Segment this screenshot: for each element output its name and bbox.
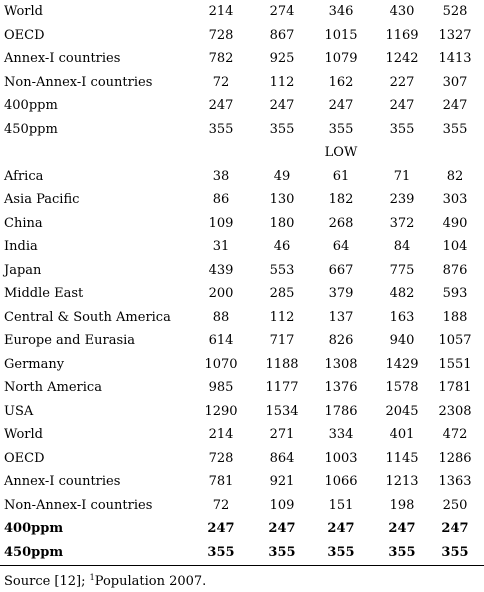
table-row	[0, 423, 484, 447]
cell: 1363	[438, 474, 472, 489]
row-label: Non-Annex-I countries	[4, 74, 153, 90]
cell: 303	[442, 192, 468, 207]
cell: 64	[332, 239, 350, 254]
cell: 614	[208, 333, 234, 348]
cell: 985	[208, 380, 234, 395]
cell: 2045	[385, 403, 419, 419]
row-label: USA	[4, 403, 34, 419]
cell: 247	[389, 98, 415, 113]
cell: 49	[273, 168, 291, 184]
cell: 728	[208, 450, 234, 466]
row-label: OECD	[4, 27, 45, 43]
table-row	[0, 353, 484, 377]
cell: 247	[269, 98, 295, 113]
cell: 1290	[204, 403, 238, 419]
cell: 1070	[204, 356, 238, 372]
cell: 182	[328, 192, 354, 207]
cell: 130	[269, 192, 295, 207]
table-row	[0, 282, 484, 306]
row-label: North America	[4, 380, 102, 395]
cell: 401	[389, 427, 415, 442]
cell: 247	[327, 521, 355, 536]
cell: 112	[269, 74, 295, 90]
cell: 307	[442, 74, 468, 90]
cell: 214	[208, 427, 234, 442]
cell: 355	[442, 121, 468, 137]
cell: 355	[441, 544, 469, 560]
cell: 198	[389, 497, 415, 513]
cell: 553	[269, 262, 295, 278]
row-label: Africa	[4, 168, 44, 184]
cell: 728	[208, 27, 234, 43]
cell: 472	[442, 427, 468, 442]
cell: 247	[388, 521, 416, 536]
cell: 1169	[385, 27, 419, 43]
table-row	[0, 259, 484, 283]
cell: 717	[269, 333, 295, 348]
cell: 826	[328, 333, 354, 348]
row-label: 450ppm	[4, 544, 64, 560]
source-suffix: Population 2007.	[94, 574, 207, 589]
cell: 355	[268, 544, 296, 560]
cell: 1188	[265, 356, 299, 372]
cell: 334	[328, 427, 354, 442]
cell: 1177	[265, 380, 299, 395]
cell: 247	[328, 98, 354, 113]
footnote-marker: 1	[89, 573, 95, 582]
table-row	[0, 235, 484, 259]
cell: 1413	[438, 51, 472, 66]
row-label: India	[4, 239, 38, 254]
row-label: Japan	[4, 262, 42, 278]
row-label: 400ppm	[4, 521, 64, 536]
cell: 88	[212, 309, 230, 325]
cell: 61	[332, 168, 350, 184]
row-label: Europe and Eurasia	[4, 333, 136, 348]
row-label: World	[4, 4, 43, 19]
cell: 188	[442, 309, 468, 325]
cell: 867	[269, 27, 295, 43]
row-label: Germany	[4, 356, 65, 372]
table-row	[0, 306, 484, 330]
cell: 355	[207, 544, 235, 560]
cell: 112	[269, 309, 295, 325]
cell: 1308	[324, 356, 358, 372]
cell: 864	[269, 450, 295, 466]
cell: 1781	[438, 380, 472, 395]
cell: 430	[389, 4, 415, 19]
cell: 163	[389, 309, 415, 325]
cell: 925	[269, 51, 295, 66]
cell: 250	[442, 497, 468, 513]
cell: 1429	[385, 356, 419, 372]
row-label: OECD	[4, 450, 45, 466]
cell: 180	[269, 215, 295, 231]
cell: 940	[389, 333, 415, 348]
cell: 137	[328, 309, 354, 325]
cell: 109	[269, 497, 295, 513]
cell: 84	[393, 239, 411, 254]
cell: 593	[442, 286, 468, 301]
cell: 876	[442, 262, 468, 278]
cell: 1534	[265, 403, 299, 419]
cell: 355	[269, 121, 295, 137]
table-row	[0, 24, 484, 48]
table-row	[0, 447, 484, 471]
section-header-low: LOW	[324, 145, 358, 160]
row-label: Non-Annex-I countries	[4, 497, 153, 513]
row-label: China	[4, 215, 43, 231]
cell: 355	[327, 544, 355, 560]
table-row	[0, 494, 484, 518]
cell: 1786	[324, 403, 358, 419]
cell: 355	[208, 121, 234, 137]
cell: 355	[388, 544, 416, 560]
table-row	[0, 118, 484, 142]
cell: 1066	[324, 474, 358, 489]
table-row	[0, 517, 484, 541]
cell: 247	[442, 98, 468, 113]
cell: 82	[446, 168, 464, 184]
cell: 379	[328, 286, 354, 301]
cell: 781	[208, 474, 234, 489]
cell: 1242	[385, 51, 419, 66]
cell: 247	[207, 521, 235, 536]
table-row	[0, 470, 484, 494]
cell: 162	[328, 74, 354, 90]
cell: 72	[212, 497, 230, 513]
cell: 667	[328, 262, 354, 278]
cell: 782	[208, 51, 234, 66]
cell: 104	[442, 239, 468, 254]
cell: 227	[389, 74, 415, 90]
cell: 775	[389, 262, 415, 278]
cell: 1286	[438, 450, 472, 466]
row-label: Asia Pacific	[4, 192, 80, 207]
row-label: Annex-I countries	[4, 474, 121, 489]
table-row	[0, 165, 484, 189]
cell: 1578	[385, 380, 419, 395]
source-prefix: Source [12];	[4, 574, 90, 589]
cell: 268	[328, 215, 354, 231]
cell: 528	[442, 4, 468, 19]
row-label: Annex-I countries	[4, 51, 121, 66]
cell: 285	[269, 286, 295, 301]
cell: 1551	[438, 356, 472, 372]
table-row	[0, 400, 484, 424]
row-label: Central & South America	[4, 309, 171, 325]
cell: 921	[269, 474, 295, 489]
cell: 271	[269, 427, 295, 442]
table-row	[0, 329, 484, 353]
cell: 31	[212, 239, 230, 254]
cell: 247	[441, 521, 469, 536]
table-source-note	[4, 568, 206, 592]
cell: 86	[212, 192, 230, 207]
cell: 346	[328, 4, 354, 19]
cell: 439	[208, 262, 234, 278]
table-row	[0, 47, 484, 71]
cell: 490	[442, 215, 468, 231]
cell: 1376	[324, 380, 358, 395]
cell: 38	[212, 168, 230, 184]
cell: 247	[208, 98, 234, 113]
cell: 2308	[438, 403, 472, 419]
cell: 214	[208, 4, 234, 19]
table-bottom-rule	[0, 565, 484, 566]
cell: 372	[389, 215, 415, 231]
table-row	[0, 94, 484, 118]
table-row	[0, 0, 484, 24]
cell: 109	[208, 215, 234, 231]
table-row	[0, 376, 484, 400]
cell: 72	[212, 74, 230, 90]
table-row	[0, 541, 484, 565]
cell: 1213	[385, 474, 419, 489]
row-label: 450ppm	[4, 121, 58, 137]
cell: 482	[389, 286, 415, 301]
row-label: Middle East	[4, 286, 84, 301]
row-label: 400ppm	[4, 98, 58, 113]
table-row	[0, 188, 484, 212]
cell: 1145	[385, 450, 419, 466]
cell: 46	[273, 239, 291, 254]
cell: 355	[328, 121, 354, 137]
cell: 355	[389, 121, 415, 137]
cell: 1015	[324, 27, 358, 43]
cell: 274	[269, 4, 295, 19]
cell: 1079	[324, 51, 358, 66]
row-label: World	[4, 427, 43, 442]
cell: 247	[268, 521, 296, 536]
cell: 1003	[324, 450, 358, 466]
table-row	[0, 212, 484, 236]
cell: 239	[389, 192, 415, 207]
cell: 71	[393, 168, 411, 184]
cell: 151	[328, 497, 354, 513]
cell: 200	[208, 286, 234, 301]
cell: 1327	[438, 27, 472, 43]
table-row	[0, 71, 484, 95]
cell: 1057	[438, 333, 472, 348]
